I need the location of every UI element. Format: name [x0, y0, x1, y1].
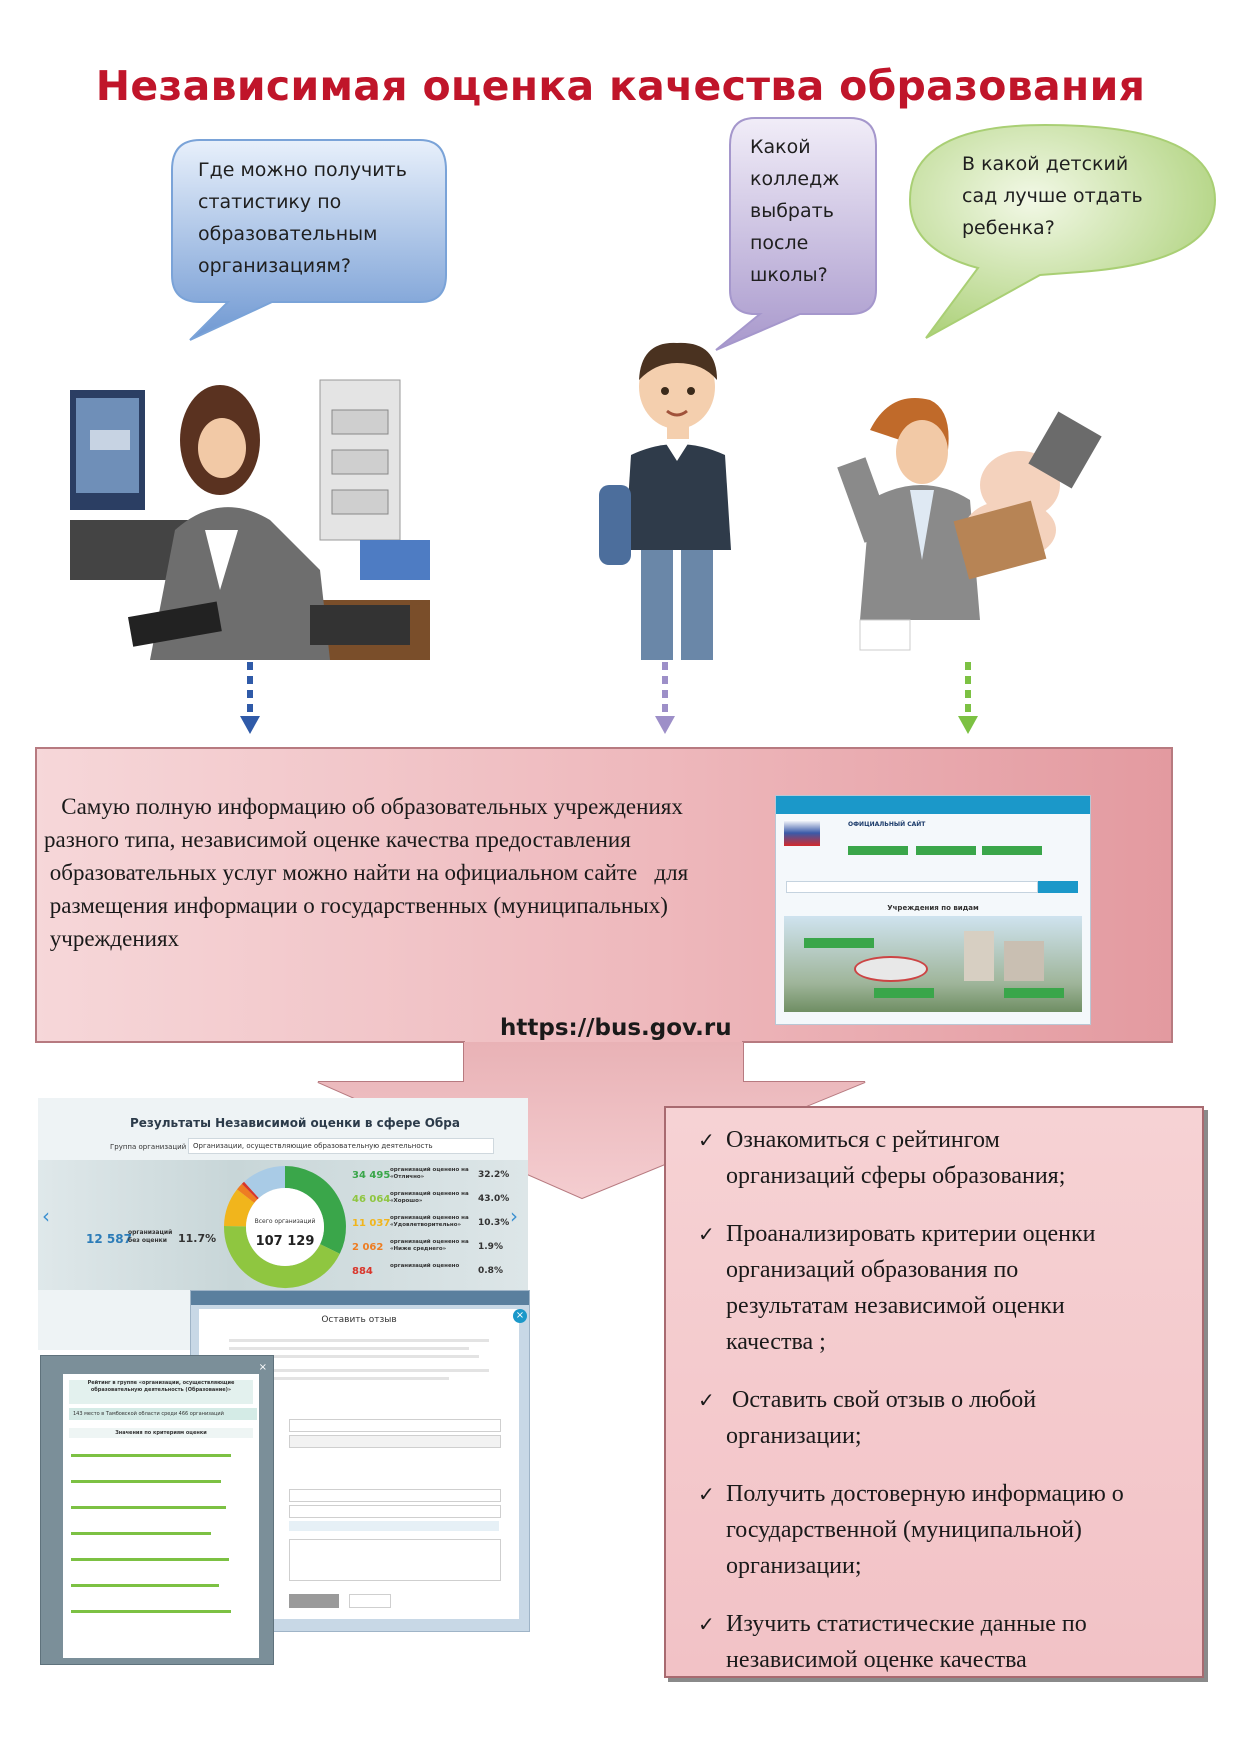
russian-flag-icon	[784, 820, 820, 846]
donut-center-value: 107 129	[255, 1234, 315, 1249]
site-green-button[interactable]	[982, 846, 1042, 855]
site-top-bar	[776, 796, 1090, 814]
arrow-purple	[655, 662, 675, 734]
checkmark-icon: ✓	[698, 1222, 715, 1246]
rating-title: Рейтинг в группе «организации, осуществляющие образовательную деятельность (Образование)»	[69, 1380, 253, 1404]
feedback-textarea[interactable]	[289, 1539, 501, 1581]
results-donut-chart	[220, 1162, 350, 1292]
info-line: образовательных услуг можно найти на официальном сайте для	[44, 860, 689, 885]
row-value: 46 064	[352, 1194, 391, 1205]
captcha-image	[289, 1594, 339, 1608]
feedback-close-icon[interactable]: ×	[513, 1309, 527, 1323]
checkmark-icon: ✓	[698, 1612, 715, 1636]
feedback-top-bar	[191, 1291, 529, 1305]
benefit-item: ✓ Оставить свой отзыв о любой организации;	[672, 1382, 1192, 1454]
benefit-item: ✓ Ознакомиться с рейтингом организаций сферы образования;	[672, 1122, 1192, 1194]
donut-slice	[250, 1190, 252, 1192]
row-value: 2 062	[352, 1242, 384, 1253]
rating-criteria-title: Значения по критериям оценки	[69, 1428, 253, 1438]
bus-gov-site-screenshot	[775, 795, 1091, 1025]
bubble-line: Где можно получить	[198, 159, 407, 181]
row-pct: 1.9%	[478, 1242, 503, 1252]
bubble-line: В какой детский	[962, 153, 1129, 175]
green-bubble-text	[962, 148, 1182, 244]
page-title: Независимая оценка качества образования	[95, 62, 1146, 110]
feedback-rating-radios[interactable]	[289, 1521, 499, 1531]
row-value: 884	[352, 1266, 373, 1277]
results-row	[352, 1164, 522, 1188]
feedback-input[interactable]	[289, 1435, 501, 1448]
blue-bubble-text	[198, 154, 438, 282]
left-stat-label: организаций без оценки	[128, 1229, 173, 1244]
benefits-list	[672, 1122, 1192, 1700]
bubble-line: после	[750, 232, 809, 254]
bubble-line: школы?	[750, 264, 828, 286]
group-select[interactable]: Организации, осуществляющие образовательную деятельность	[188, 1138, 494, 1154]
site-green-button[interactable]	[848, 846, 908, 855]
info-line: размещения информации о государственных (муниципальных)	[44, 893, 668, 918]
checkmark-icon: ✓	[698, 1482, 715, 1506]
arrow-blue	[240, 662, 260, 734]
results-row	[352, 1188, 522, 1212]
rating-place: 143 место в Тамбовской области среди 466 организаций	[69, 1408, 257, 1420]
info-text	[44, 790, 764, 955]
site-url-link[interactable]: https://bus.gov.ru	[500, 1015, 732, 1041]
rating-close-icon[interactable]: ×	[258, 1362, 267, 1373]
row-label: организаций оценено на «Ниже среднего»	[390, 1239, 469, 1252]
carousel-prev-icon[interactable]: ‹	[42, 1204, 50, 1228]
feedback-input[interactable]	[289, 1419, 501, 1432]
site-search-input[interactable]	[786, 881, 1038, 893]
rating-panel	[63, 1374, 259, 1658]
site-heading: ОФИЦИАЛЬНЫЙ САЙТ	[848, 821, 926, 828]
bubble-line: ребенка?	[962, 217, 1055, 239]
donut-slice	[246, 1192, 250, 1196]
office-worker-illustration	[70, 370, 440, 660]
site-search-button[interactable]	[1038, 881, 1078, 893]
rating-screenshot	[40, 1355, 274, 1665]
feedback-title: Оставить отзыв	[321, 1315, 397, 1325]
bubble-line: статистику по	[198, 191, 342, 213]
row-label: организаций оценено на «Отлично»	[390, 1167, 469, 1180]
donut-slice	[235, 1196, 246, 1226]
checkmark-icon: ✓	[698, 1388, 715, 1412]
bubble-line: организациям?	[198, 255, 351, 277]
captcha-input[interactable]	[349, 1594, 391, 1608]
results-row	[352, 1236, 522, 1260]
feedback-input[interactable]	[289, 1489, 501, 1502]
results-heading: Результаты Независимой оценки в сфере Обра	[130, 1116, 460, 1130]
row-pct: 10.3%	[478, 1218, 510, 1228]
carousel-next-icon[interactable]: ›	[510, 1204, 518, 1228]
bubble-line: колледж	[750, 168, 840, 190]
info-line: разного типа, независимой оценке качества предоставления	[44, 827, 631, 852]
benefit-item: ✓ Получить достоверную информацию о государственной (муниципальной) организации;	[672, 1476, 1192, 1584]
benefit-item: ✓ Проанализировать критерии оценки организаций образования по результатам независимой оценки качества ;	[672, 1216, 1192, 1360]
results-row	[352, 1212, 522, 1236]
group-label: Группа организаций	[110, 1143, 187, 1151]
row-pct: 32.2%	[478, 1170, 510, 1180]
student-illustration	[595, 335, 760, 660]
row-pct: 43.0%	[478, 1194, 510, 1204]
site-section-title: Учреждения по видам	[887, 904, 979, 912]
row-value: 34 495	[352, 1170, 391, 1181]
feedback-input[interactable]	[289, 1505, 501, 1518]
bubble-line: Какой	[750, 136, 811, 158]
dotted-arrows	[0, 660, 1241, 740]
donut-slice	[251, 1177, 285, 1190]
row-label: организаций оценено на «Удовлетворительно»	[390, 1215, 469, 1228]
row-label: организаций оценено	[390, 1263, 460, 1269]
bubble-line: сад лучше отдать	[962, 185, 1143, 207]
mother-baby-illustration	[830, 390, 1110, 660]
arrow-green	[958, 662, 978, 734]
bubble-line: образовательным	[198, 223, 378, 245]
purple-bubble-text	[750, 131, 870, 291]
donut-center-label: Всего организаций	[254, 1218, 316, 1225]
bubble-line: выбрать	[750, 200, 834, 222]
info-line: учреждениях	[44, 926, 180, 951]
left-stat-pct: 11.7%	[178, 1232, 217, 1245]
checkmark-icon: ✓	[698, 1128, 715, 1152]
row-value: 11 037	[352, 1218, 391, 1229]
left-stat-value: 12 587	[86, 1232, 132, 1246]
site-city-photo	[784, 916, 1082, 1012]
donut-hole	[246, 1188, 324, 1266]
results-legend	[352, 1164, 522, 1284]
site-green-button[interactable]	[916, 846, 976, 855]
row-label: организаций оценено на «Хорошо»	[390, 1191, 469, 1204]
benefit-item: ✓ Изучить статистические данные по независимой оценке качества	[672, 1606, 1192, 1678]
results-row	[352, 1260, 522, 1284]
row-pct: 0.8%	[478, 1266, 503, 1276]
info-line: Самую полную информацию об образовательных учреждениях	[44, 794, 683, 819]
